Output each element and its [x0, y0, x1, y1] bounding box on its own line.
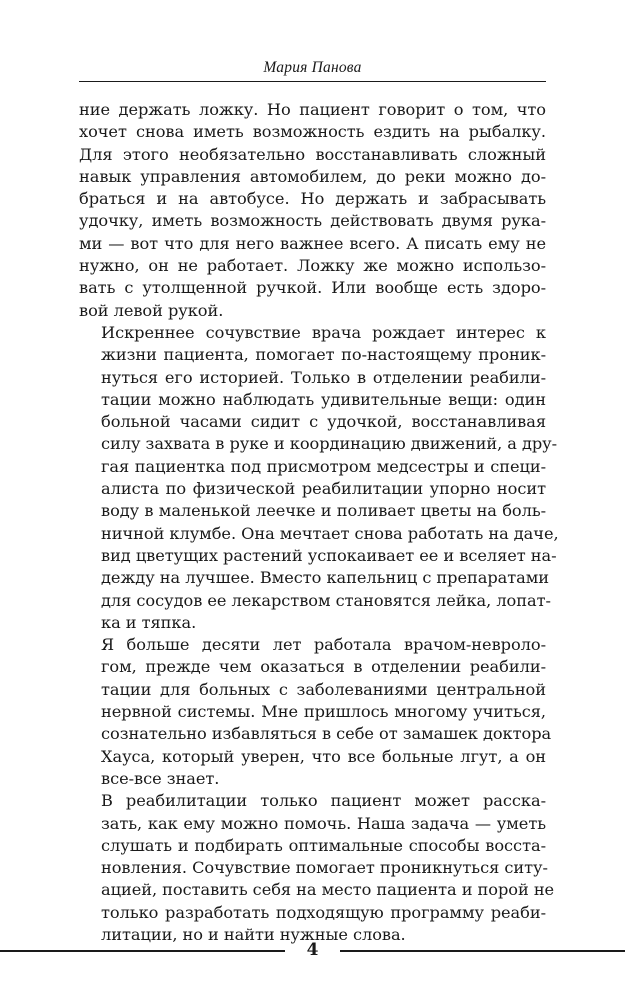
text-line: навык управления автомобилем, до реки можно до- [79, 166, 546, 186]
footer-rule-right [340, 950, 625, 952]
text-line: В реабилитации только пациент может расска- [101, 791, 546, 811]
text-line: воду в маленькой леечке и поливает цветы на боль- [101, 501, 546, 521]
text-line: тации можно наблюдать удивительные вещи: один [101, 389, 546, 409]
text-line: дежду на лучшее. Вместо капельниц с препаратами [101, 568, 550, 588]
running-header-title: Мария Панова [263, 59, 362, 76]
text-line: браться и на автобусе. Но держать и забрасывать [79, 189, 546, 209]
text-line: нервной системы. Мне пришлось многому учиться, [101, 702, 546, 722]
text-line: тации для больных с заболеваниями центральной [101, 679, 546, 699]
text-line: ми — вот что для него важнее всего. А писать ему не [79, 233, 546, 253]
text-line: сознательно избавляться в себе от замашек доктора [101, 724, 552, 744]
text-line: литации, но и найти нужные слова. [101, 924, 406, 944]
text-line: жизни пациента, помогает по-настоящему проник- [101, 345, 546, 365]
text-line: для сосудов ее лекарством становятся лейка, лопат- [101, 590, 551, 610]
text-line: Для этого необязательно восстанавливать сложный [79, 144, 546, 164]
text-line: вид цветущих растений успокаивает ее и вселяет на- [101, 545, 557, 565]
text-line: вой левой рукой. [79, 300, 224, 320]
page-footer [0, 938, 625, 964]
body-text [79, 99, 559, 946]
footer-rule-left [0, 950, 285, 952]
text-line: слушать и подбирать оптимальные способы восста- [101, 835, 546, 855]
text-line: гая пациентка под присмотром медсестры и специ- [101, 456, 546, 476]
text-line: ние держать ложку. Но пациент говорит о том, что [79, 100, 546, 119]
text-line: больной часами сидит с удочкой, восстанавливая [101, 412, 546, 432]
text-line: Хауса, который уверен, что все больные лгут, а он [101, 746, 546, 766]
paragraph [79, 99, 546, 322]
text-line: нужно, он не работает. Ложку же можно использо- [79, 256, 546, 276]
running-header [79, 58, 546, 82]
text-line: новления. Сочувствие помогает проникнуться ситу- [101, 858, 548, 878]
text-line: гом, прежде чем оказаться в отделении реабили- [101, 657, 546, 677]
header-rule [79, 81, 546, 82]
text-line: Искреннее сочувствие врача рождает интерес к [101, 322, 546, 342]
text-line: только разработать подходящую программу реаби- [101, 902, 546, 922]
text-line: хочет снова иметь возможность ездить на рыбалку. [79, 122, 546, 142]
text-line: все-все знает. [101, 768, 220, 788]
page-number: 4 [306, 940, 319, 960]
paragraph [79, 634, 552, 790]
text-line: алиста по физической реабилитации упорно носит [101, 479, 546, 499]
text-line: ничной клумбе. Она мечтает снова работать на даче, [101, 523, 559, 543]
text-line: удочку, иметь возможность действовать двумя рука- [79, 211, 546, 231]
text-line: вать с утолщенной ручкой. Или вообще есть здоро- [79, 278, 546, 298]
text-line: силу захвата в руке и координацию движений, а дру- [101, 434, 558, 454]
paragraph [79, 790, 555, 946]
text-line: зать, как ему можно помочь. Наша задача — уметь [101, 813, 546, 833]
text-line: ацией, поставить себя на место пациента и порой не [101, 880, 555, 900]
text-line: Я больше десяти лет работала врачом-невроло- [101, 635, 546, 655]
paragraph [79, 322, 559, 634]
text-line: нуться его историей. Только в отделении реабили- [101, 367, 546, 387]
text-line: ка и тяпка. [101, 612, 197, 632]
